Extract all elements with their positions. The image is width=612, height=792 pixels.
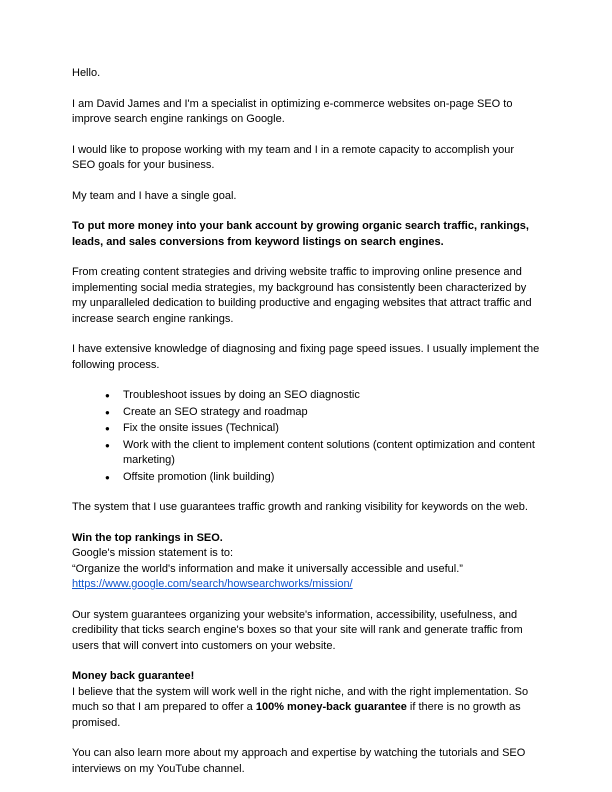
list-item: ● Create an SEO strategy and roadmap <box>123 405 540 421</box>
money-back-heading: Money back guarantee! <box>72 670 195 682</box>
mission-link-line <box>72 577 540 593</box>
mission-quote-line: “Organize the world's information and make it universally accessible and useful.” <box>72 562 463 575</box>
paragraph-system: The system that I use guarantees traffic growth and ranking visibility for keywords on the web. <box>72 501 528 513</box>
paragraph-propose: I would like to propose working with my team and I in a remote capacity to accomplish your SEO goals for your business. <box>72 143 515 171</box>
rankings-section <box>72 531 540 593</box>
list-item: ● Troubleshoot issues by doing an SEO diagnostic <box>123 388 540 404</box>
paragraph-youtube: You can also learn more about my approach and expertise by watching the tutorials and SEO interviews on my YouTube channel. <box>72 747 526 775</box>
list-item: ● Work with the client to implement content solutions (content optimization and content marketing) <box>123 438 540 469</box>
paragraph-our-system: Our system guarantees organizing your website's information, accessibility, usefulness, and credibility that ticks search engine's boxes so that your site will rank and generate traffic from users that will convert into customers on your website. <box>72 608 523 652</box>
list-item: ● Fix the onsite issues (Technical) <box>123 421 540 437</box>
list-item: ● Offsite promotion (link building) <box>123 470 540 486</box>
mission-intro-line: Google's mission statement is to: <box>72 547 234 559</box>
paragraph-background: From creating content strategies and driving website traffic to improving online presence and implementing social media strategies, my background has consistently been characterized by my unparalleled dedication to building productive and engaging websites that attract traffic and increase search engine rankings. <box>72 266 532 325</box>
money-back-text <box>72 685 540 732</box>
process-bullet-list <box>72 388 540 485</box>
rankings-heading: Win the top rankings in SEO. <box>72 531 223 544</box>
paragraph-single-goal: My team and I have a single goal. <box>72 189 237 202</box>
money-back-text-before: I believe that the system will work well in the right niche, and with the right implementation. So much so that I am prepared to offer a <box>72 685 529 713</box>
paragraph-intro: I am David James and I'm a specialist in optimizing e-commerce websites on-page SEO to improve search engine rankings on Google. <box>72 97 513 125</box>
paragraph-greeting: Hello. <box>72 67 101 79</box>
mission-link[interactable]: https://www.google.com/search/howsearchworks/mission/ <box>72 578 353 590</box>
money-back-text-after: if there is no growth as promised. <box>72 701 521 729</box>
money-back-bold-phrase: 100% money-back guarantee <box>255 701 407 713</box>
money-back-section <box>72 669 540 731</box>
paragraph-goal-statement: To put more money into your bank account by growing organic search traffic, rankings, leads, and sales conversions from keyword listings on search engines. <box>72 220 529 248</box>
paragraph-knowledge: I have extensive knowledge of diagnosing and fixing page speed issues. I usually implement the following process. <box>72 343 540 371</box>
